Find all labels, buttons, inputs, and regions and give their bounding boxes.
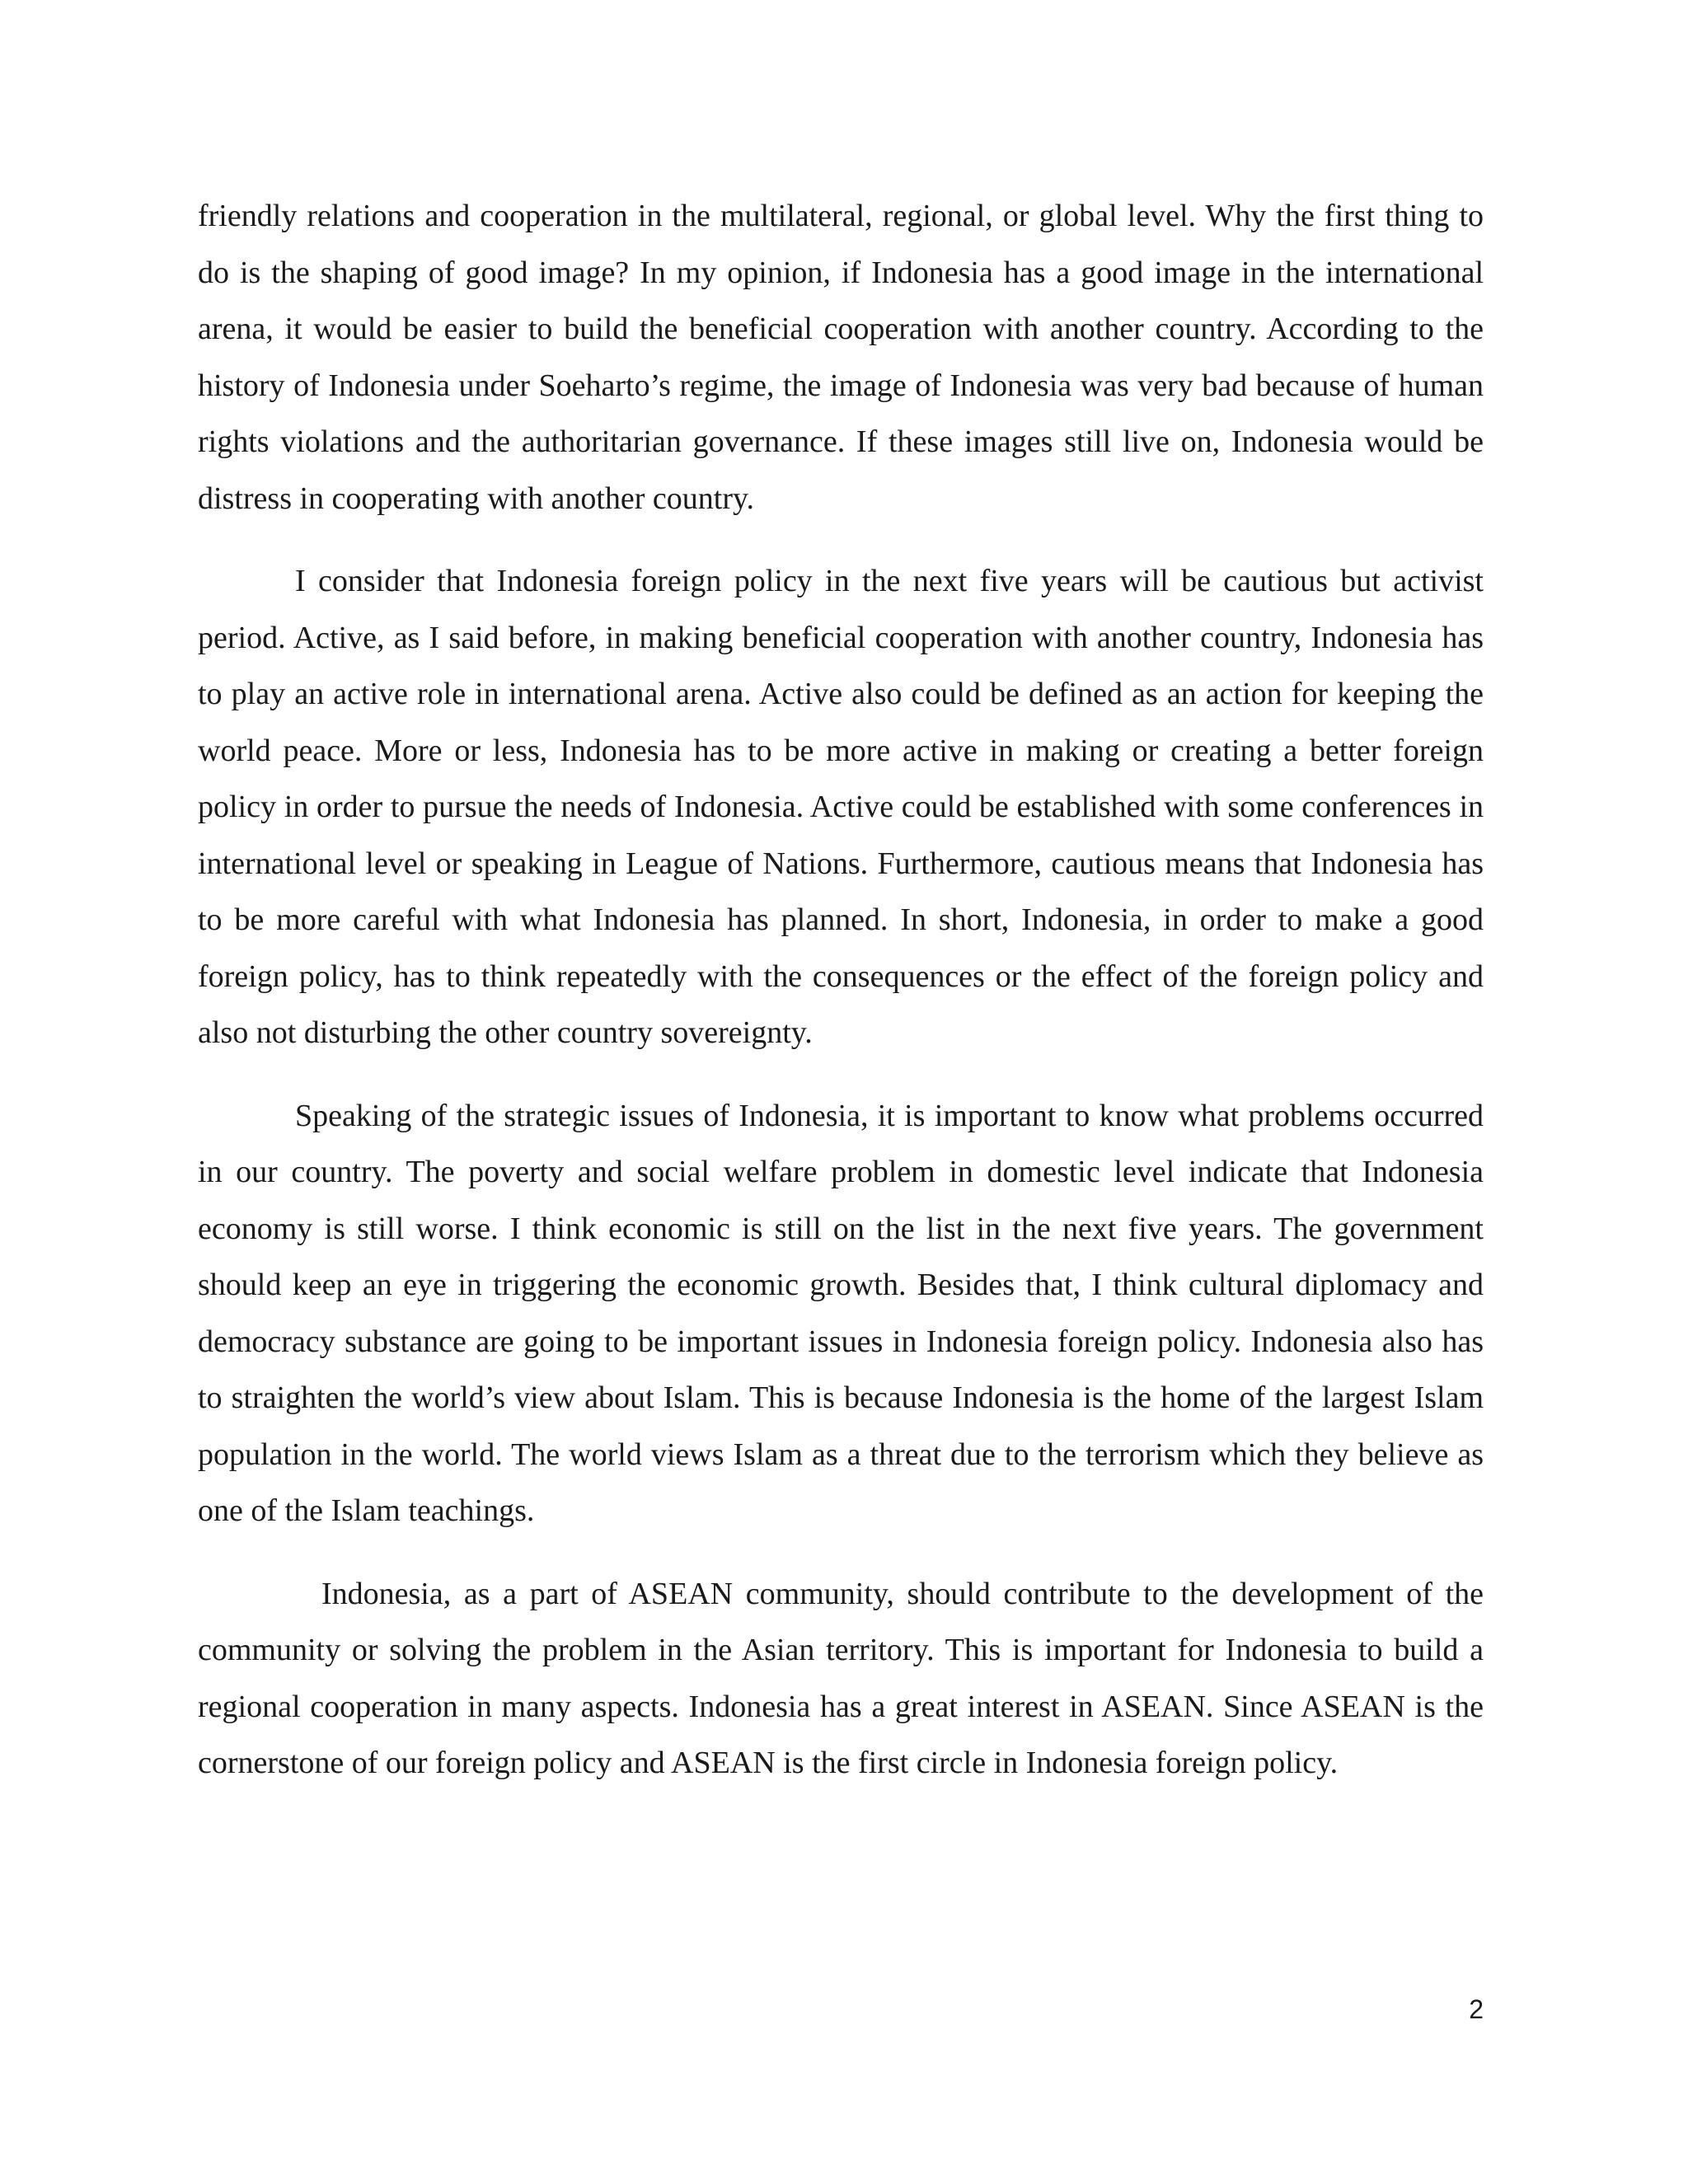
paragraph-3: Speaking of the strategic issues of Indonesia, it is important to know what problems occurred in our country. The poverty and social welfare problem in domestic level indicate that Indonesia economy is still worse. I think economic is still on the list in the next five years. The government should keep an eye in triggering the economic growth. Besides that, I think cultural diplomacy and democracy substance are going to be important issues in Indonesia foreign policy. Indonesia also has to straighten the world’s view about Islam. This is because Indonesia is the home of the largest Islam population in the world. The world views Islam as a threat due to the terrorism which they believe as one of the Islam teachings. xyxy=(198,1098,1484,1528)
page-number: 2 xyxy=(1469,1994,1484,2024)
paragraph-2: I consider that Indonesia foreign policy in the next five years will be cautious but activist period. Active, as I said before, in making beneficial cooperation with another country, Indonesia has to play an active role in international arena. Active also could be defined as an action for keeping the world peace. More or less, Indonesia has to be more active in making or creating a better foreign policy in order to pursue the needs of Indonesia. Active could be established with some conferences in international level or speaking in League of Nations. Furthermore, cautious means that Indonesia has to be more careful with what Indonesia has planned. In short, Indonesia, in order to make a good foreign policy, has to think repeatedly with the consequences or the effect of the foreign policy and also not disturbing the other country sovereignty. xyxy=(198,564,1484,1050)
paragraph-1: friendly relations and cooperation in the multilateral, regional, or global level. Why the first thing to do is the shaping of good image? In my opinion, if Indonesia has a good image in the international arena, it would be easier to build the beneficial cooperation with another country. According to the history of Indonesia under Soeharto’s regime, the image of Indonesia was very bad because of human rights violations and the authoritarian governance. If these images still live on, Indonesia would be distress in cooperating with another country. xyxy=(198,199,1484,516)
body-text xyxy=(198,188,1484,1818)
paragraph-4: Indonesia, as a part of ASEAN community, should contribute to the development of the community or solving the problem in the Asian territory. This is important for Indonesia to build a regional cooperation in many aspects. Indonesia has a great interest in ASEAN. Since ASEAN is the cornerstone of our foreign policy and ASEAN is the first circle in Indonesia foreign policy. xyxy=(198,1576,1484,1780)
